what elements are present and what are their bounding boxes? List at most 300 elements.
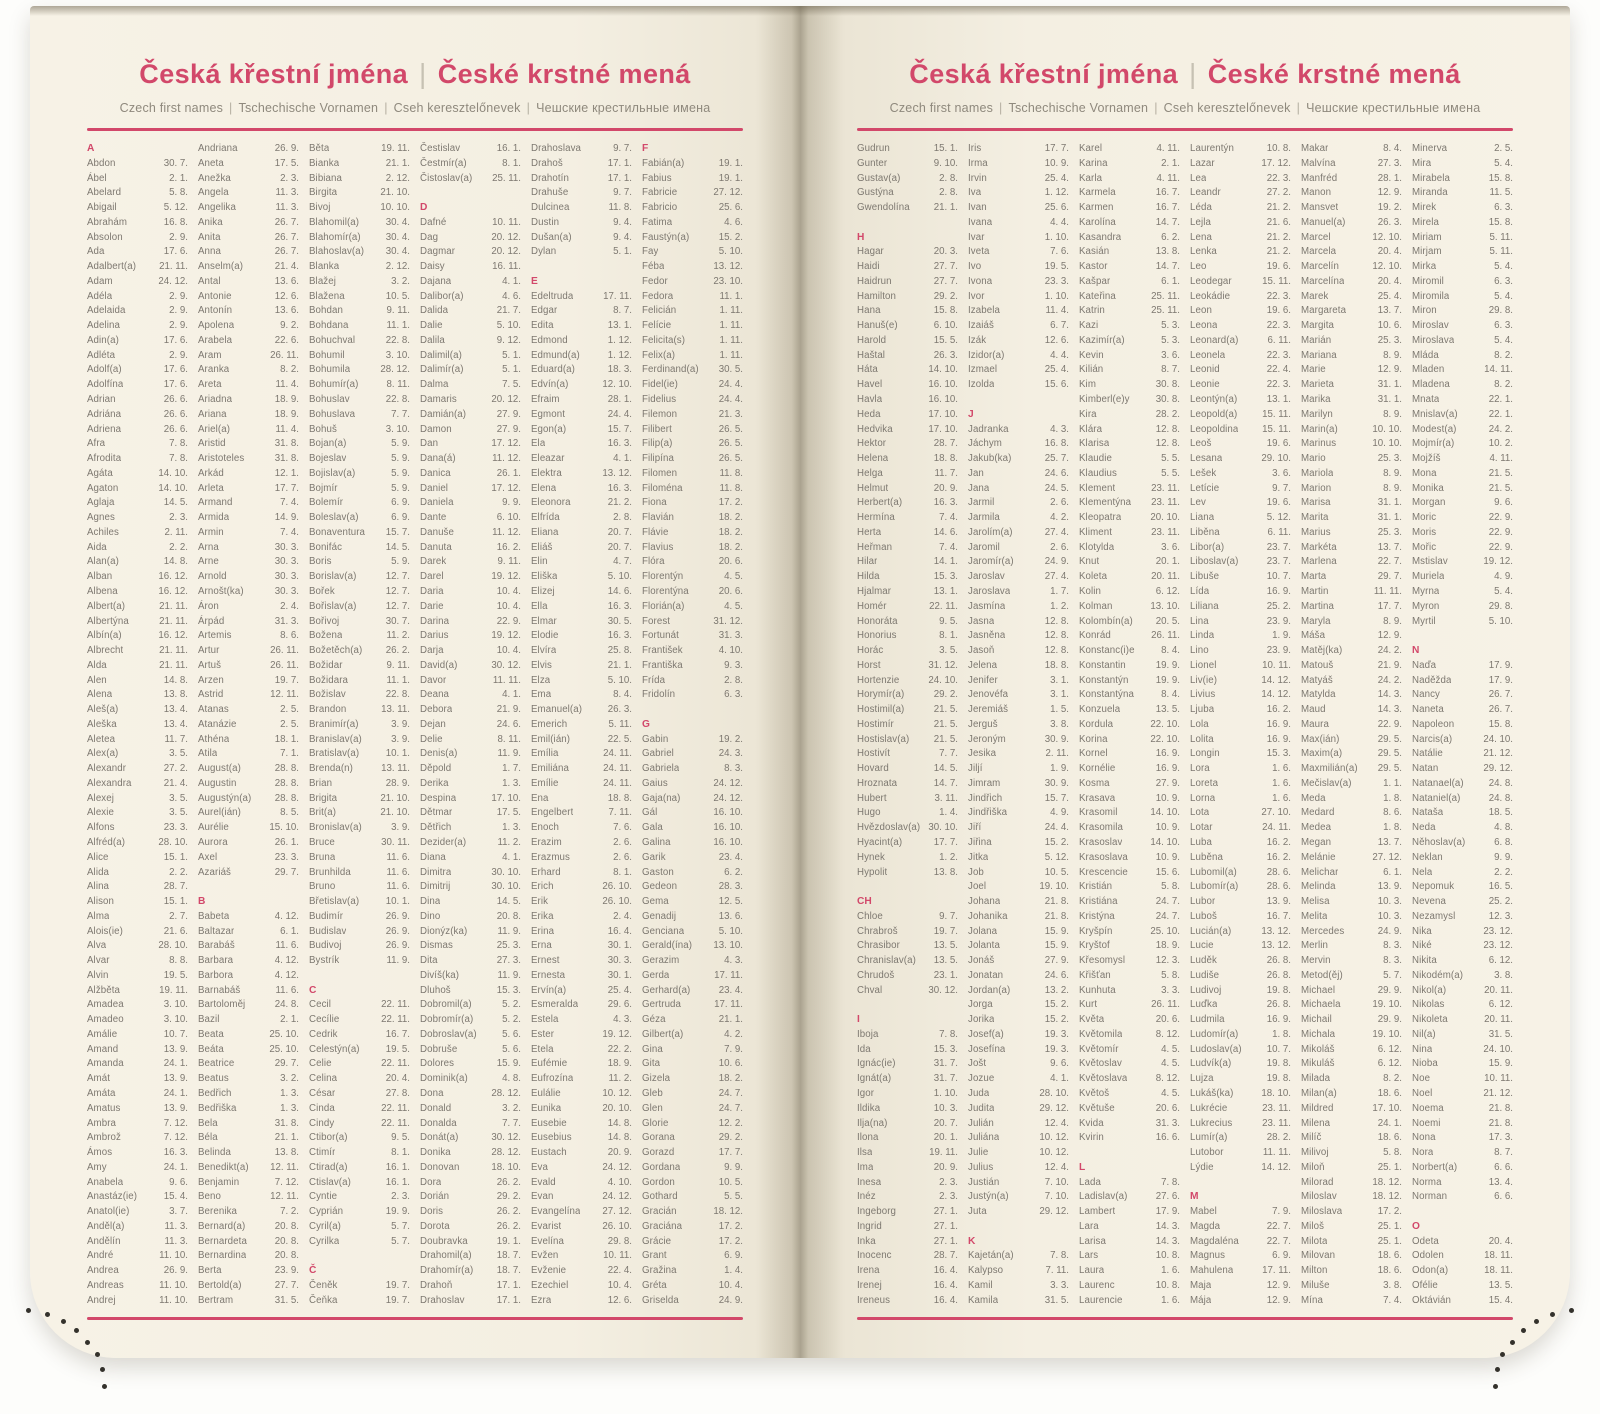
given-name: Daisy xyxy=(420,261,445,273)
given-name: Hedvika xyxy=(857,423,893,435)
name-entry xyxy=(968,1057,1069,1072)
nameday-date: 13. 10. xyxy=(713,940,743,952)
name-column xyxy=(420,142,521,1315)
nameday-date: 16. 10. xyxy=(928,394,958,406)
nameday-date: 27. 9. xyxy=(1155,777,1180,789)
given-name: Artur xyxy=(198,645,220,657)
given-name: Beáta xyxy=(198,1043,224,1055)
nameday-date: 27. 12. xyxy=(602,1206,632,1218)
name-entry xyxy=(1301,1087,1402,1102)
name-entry xyxy=(1079,216,1180,231)
name-column xyxy=(87,142,188,1315)
given-name: Františka xyxy=(642,659,683,671)
nameday-date: 13. 8. xyxy=(163,689,188,701)
nameday-date: 30. 7. xyxy=(385,615,410,627)
nameday-date: 27. 2. xyxy=(1266,187,1291,199)
given-name: Angelika xyxy=(198,202,236,214)
nameday-date: 20. 4. xyxy=(1488,1235,1513,1247)
given-name: Jelena xyxy=(968,659,998,671)
name-entry xyxy=(420,157,521,172)
given-name: Cedrik xyxy=(309,1028,338,1040)
name-entry xyxy=(857,821,958,836)
given-name: Bohumila xyxy=(309,364,351,376)
given-name: Kateřina xyxy=(1079,290,1116,302)
name-entry xyxy=(642,1205,743,1220)
given-name: Elza xyxy=(531,674,551,686)
name-entry xyxy=(420,423,521,438)
name-entry xyxy=(968,216,1069,231)
given-name: Dalibor(a) xyxy=(420,290,464,302)
given-name: Atanázie xyxy=(198,718,237,730)
nameday-date: 13. 8. xyxy=(1155,246,1180,258)
given-name: Juta xyxy=(968,1206,987,1218)
given-name: Dobruše xyxy=(420,1043,458,1055)
given-name: Barnabáš xyxy=(198,984,241,996)
name-entry xyxy=(1301,216,1402,231)
given-name: Arkád xyxy=(198,467,224,479)
nameday-date: 3. 6. xyxy=(1272,467,1291,479)
given-name: Bolemír xyxy=(309,497,344,509)
nameday-date: 6. 6. xyxy=(1494,1191,1513,1203)
page-header xyxy=(800,6,1570,131)
nameday-date: 16. 10. xyxy=(713,836,743,848)
given-name: Doris xyxy=(420,1206,444,1218)
given-name: Adelaida xyxy=(87,305,126,317)
given-name: Lola xyxy=(1190,718,1209,730)
nameday-date: 17. 7. xyxy=(1044,143,1069,154)
nameday-date: 12. 2. xyxy=(718,1117,743,1129)
nameday-date: 22. 7. xyxy=(1266,1220,1291,1232)
name-entry xyxy=(1301,334,1402,349)
name-entry xyxy=(1079,290,1180,305)
name-entry xyxy=(198,245,299,260)
name-entry xyxy=(1301,629,1402,644)
given-name: Ludivoj xyxy=(1190,984,1222,996)
given-name: Dalimil(a) xyxy=(420,349,462,361)
given-name: Leo xyxy=(1190,261,1207,273)
name-entry xyxy=(87,408,188,423)
name-entry xyxy=(857,157,958,172)
nameday-date: 6. 12. xyxy=(1377,1043,1402,1055)
nameday-date: 7. 7. xyxy=(391,408,410,420)
nameday-date: 17. 7. xyxy=(1377,600,1402,612)
name-entry xyxy=(420,1117,521,1132)
name-entry xyxy=(1079,555,1180,570)
name-entry xyxy=(309,777,410,792)
nameday-date: 15. 10. xyxy=(269,822,299,834)
given-name: Lubomil(a) xyxy=(1190,866,1237,878)
given-name: Lesana xyxy=(1190,453,1223,465)
given-name: Háta xyxy=(857,364,878,376)
name-entry xyxy=(968,866,1069,881)
nameday-date: 13. 1. xyxy=(933,585,958,597)
name-entry xyxy=(309,157,410,172)
nameday-date: 13. 11. xyxy=(381,704,410,716)
stitch-dot xyxy=(95,1352,100,1357)
nameday-date: 8. 1. xyxy=(502,157,521,169)
nameday-date: 13. 5. xyxy=(933,940,958,952)
title-separator: | xyxy=(1189,58,1197,89)
name-entry xyxy=(87,733,188,748)
given-name: Alexandra xyxy=(87,777,132,789)
name-entry xyxy=(87,290,188,305)
name-entry xyxy=(968,511,1069,526)
given-name: Juliána xyxy=(968,1132,1000,1144)
nameday-date: 11. 6. xyxy=(386,851,410,863)
name-entry xyxy=(1079,1131,1180,1146)
nameday-date: 14. 5. xyxy=(933,763,958,775)
name-column xyxy=(531,142,632,1315)
nameday-date: 4. 12. xyxy=(274,910,299,922)
nameday-date: 11. 4. xyxy=(275,379,299,391)
name-entry xyxy=(87,467,188,482)
nameday-date: 28. 6. xyxy=(1266,866,1291,878)
given-name: Dita xyxy=(420,955,438,967)
footer-rule xyxy=(87,1317,743,1320)
name-entry xyxy=(857,1235,958,1250)
given-name: Mikoláš xyxy=(1301,1043,1335,1055)
nameday-date: 13. 10. xyxy=(1150,600,1180,612)
nameday-date: 20. 9. xyxy=(933,482,958,494)
nameday-date: 2. 12. xyxy=(385,172,410,184)
name-entry xyxy=(968,1028,1069,1043)
given-name: Marita xyxy=(1301,512,1329,524)
name-entry xyxy=(1412,718,1513,733)
section-letter: CH xyxy=(857,896,872,908)
nameday-date: 18. 8. xyxy=(607,792,632,804)
name-entry xyxy=(1190,703,1291,718)
name-entry xyxy=(198,482,299,497)
name-entry xyxy=(87,349,188,364)
given-name: Bibiana xyxy=(309,172,343,184)
given-name: Birgita xyxy=(309,187,338,199)
name-entry xyxy=(198,1028,299,1043)
name-entry xyxy=(87,954,188,969)
nameday-date: 14. 3. xyxy=(1155,1220,1180,1232)
name-entry xyxy=(1079,880,1180,895)
name-entry xyxy=(1301,1294,1402,1309)
given-name: Emílie xyxy=(531,777,559,789)
given-name: Marián xyxy=(1301,334,1332,346)
name-entry xyxy=(420,851,521,866)
name-entry xyxy=(420,378,521,393)
given-name: Bohuš xyxy=(309,423,337,435)
given-name: Armida xyxy=(198,512,230,524)
given-name: Květoslav xyxy=(1079,1058,1122,1070)
nameday-date: 29. 5. xyxy=(1377,763,1402,775)
name-entry xyxy=(420,290,521,305)
given-name: Hostislav(a) xyxy=(857,733,910,745)
nameday-date: 16. 9. xyxy=(1155,763,1180,775)
given-name: Marcel xyxy=(1301,231,1331,243)
nameday-date: 17. 3. xyxy=(1488,1132,1513,1144)
given-name: Andriana xyxy=(198,143,238,154)
nameday-date: 10. 4. xyxy=(607,1279,632,1291)
nameday-date: 26. 10. xyxy=(602,896,632,908)
given-name: Božetěch(a) xyxy=(309,645,363,657)
given-name: Cyril(a) xyxy=(309,1220,342,1232)
nameday-date: 9. 6. xyxy=(169,1176,188,1188)
name-entry xyxy=(1190,496,1291,511)
given-name: Gréta xyxy=(642,1279,667,1291)
name-entry xyxy=(642,851,743,866)
given-name: Nina xyxy=(1412,1043,1433,1055)
given-name: Bonifác xyxy=(309,541,343,553)
given-name: Gerald(ína) xyxy=(642,940,693,952)
name-entry xyxy=(309,1146,410,1161)
name-entry xyxy=(87,363,188,378)
nameday-date: 5. 11. xyxy=(1489,231,1513,243)
name-entry xyxy=(857,1043,958,1058)
nameday-date: 16. 2. xyxy=(1266,836,1291,848)
nameday-date: 5. 8. xyxy=(1161,881,1180,893)
nameday-date: 13. 8. xyxy=(933,866,958,878)
given-name: Lucie xyxy=(1190,940,1214,952)
name-entry xyxy=(642,954,743,969)
name-entry xyxy=(1412,703,1513,718)
nameday-date: 4. 8. xyxy=(1494,822,1513,834)
given-name: Job xyxy=(968,866,984,878)
given-name: Beata xyxy=(198,1028,224,1040)
nameday-date: 19. 11. xyxy=(159,984,188,996)
given-name: Donovan xyxy=(420,1161,460,1173)
name-entry xyxy=(1412,496,1513,511)
nameday-date: 11. 2. xyxy=(608,1073,632,1085)
nameday-date: 25. 3. xyxy=(1377,334,1402,346)
given-name: Kazi xyxy=(1079,320,1099,332)
section-letter: N xyxy=(1412,645,1420,657)
name-entry xyxy=(309,275,410,290)
given-name: Karel xyxy=(1079,143,1103,154)
name-entry xyxy=(1412,998,1513,1013)
name-entry xyxy=(531,1235,632,1250)
given-name: Ludomír(a) xyxy=(1190,1028,1239,1040)
nameday-date: 2. 11. xyxy=(1045,748,1069,760)
nameday-date: 8. 4. xyxy=(613,689,632,701)
name-entry xyxy=(968,954,1069,969)
nameday-date: 14. 7. xyxy=(1155,261,1180,273)
name-entry xyxy=(1190,423,1291,438)
nameday-date: 12. 3. xyxy=(1155,955,1180,967)
given-name: Inesa xyxy=(857,1176,882,1188)
given-name: Odon(a) xyxy=(1412,1265,1449,1277)
nameday-date: 10. 11. xyxy=(492,216,521,228)
given-name: Kasandra xyxy=(1079,231,1122,243)
name-entry xyxy=(857,969,958,984)
name-entry xyxy=(198,954,299,969)
name-entry xyxy=(857,866,958,881)
given-name: Květa xyxy=(1079,1014,1105,1026)
given-name: Dušan(a) xyxy=(531,231,572,243)
name-entry xyxy=(642,393,743,408)
name-entry xyxy=(420,349,521,364)
nameday-date: 26. 9. xyxy=(385,940,410,952)
given-name: Dalida xyxy=(420,305,449,317)
given-name: Hamilton xyxy=(857,290,897,302)
given-name: Ignát(a) xyxy=(857,1073,892,1085)
name-entry xyxy=(1301,1205,1402,1220)
given-name: Danuta xyxy=(420,541,452,553)
nameday-date: 30. 3. xyxy=(607,955,632,967)
nameday-date: 1. 10. xyxy=(933,1088,958,1099)
name-entry xyxy=(857,275,958,290)
name-entry xyxy=(642,157,743,172)
name-entry xyxy=(1190,600,1291,615)
name-entry xyxy=(1190,939,1291,954)
nameday-date: 4. 3. xyxy=(724,955,743,967)
given-name: Kornélie xyxy=(1079,763,1116,775)
given-name: Dalma xyxy=(420,379,449,391)
nameday-date: 9. 9. xyxy=(502,497,521,509)
name-entry xyxy=(1301,733,1402,748)
given-name: Damián(a) xyxy=(420,408,467,420)
given-name: Kastor xyxy=(1079,261,1108,273)
name-entry xyxy=(1301,437,1402,452)
given-name: Božidar xyxy=(309,659,343,671)
given-name: Afra xyxy=(87,438,106,450)
given-name: Darina xyxy=(420,615,450,627)
given-name: František xyxy=(642,645,683,657)
given-name: Eustach xyxy=(531,1147,567,1159)
nameday-date: 14. 7. xyxy=(933,777,958,789)
given-name: Hilda xyxy=(857,571,880,583)
given-name: Neda xyxy=(1412,822,1436,834)
given-name: Budivoj xyxy=(309,940,342,952)
given-name: Eleonora xyxy=(531,497,571,509)
name-entry xyxy=(968,304,1069,319)
given-name: Gaius xyxy=(642,777,668,789)
nameday-date: 13. 9. xyxy=(163,1073,188,1085)
name-entry xyxy=(420,1220,521,1235)
nameday-date: 13. 4. xyxy=(1488,1176,1513,1188)
given-name: Glorie xyxy=(642,1117,669,1129)
nameday-date: 28. 8. xyxy=(274,763,299,775)
name-entry xyxy=(198,1087,299,1102)
name-entry xyxy=(968,688,1069,703)
nameday-date: 16. 4. xyxy=(933,1294,958,1306)
given-name: Jiří xyxy=(968,822,982,834)
name-entry xyxy=(87,245,188,260)
name-entry xyxy=(87,1190,188,1205)
given-name: Dona xyxy=(420,1088,444,1099)
given-name: Haštal xyxy=(857,349,886,361)
name-entry xyxy=(309,600,410,615)
nameday-date: 26. 7. xyxy=(274,231,299,243)
name-entry xyxy=(87,851,188,866)
nameday-date: 5. 6. xyxy=(502,1028,521,1040)
nameday-date: 5. 3. xyxy=(1161,320,1180,332)
nameday-date: 25. 2. xyxy=(1266,600,1291,612)
given-name: Donalda xyxy=(420,1117,457,1129)
name-entry xyxy=(420,172,521,187)
name-column xyxy=(198,142,299,1315)
name-entry xyxy=(642,467,743,482)
nameday-date: 28. 12. xyxy=(491,1088,521,1099)
name-entry xyxy=(531,1117,632,1132)
nameday-date: 23. 4. xyxy=(718,984,743,996)
name-entry xyxy=(1301,1220,1402,1235)
given-name: Miromila xyxy=(1412,290,1450,302)
given-name: Chrudoš xyxy=(857,969,895,981)
given-name: Inocenc xyxy=(857,1250,892,1262)
given-name: Hovard xyxy=(857,763,889,775)
nameday-date: 5. 9. xyxy=(391,438,410,450)
given-name: Lukrecius xyxy=(1190,1117,1233,1129)
name-entry xyxy=(198,851,299,866)
name-entry xyxy=(1079,851,1180,866)
name-entry xyxy=(1079,378,1180,393)
nameday-date: 1. 2. xyxy=(1050,600,1069,612)
nameday-date: 31. 7. xyxy=(933,1073,958,1085)
name-entry xyxy=(857,762,958,777)
given-name: Hugo xyxy=(857,807,881,819)
nameday-date: 21. 6. xyxy=(1266,216,1291,228)
given-name: Fatima xyxy=(642,216,673,228)
given-name: Hostivít xyxy=(857,748,891,760)
given-name: Leontýn(a) xyxy=(1190,394,1238,406)
nameday-date: 8. 7. xyxy=(1494,1147,1513,1159)
given-name: Jiřina xyxy=(968,836,992,848)
name-entry xyxy=(198,1102,299,1117)
name-entry xyxy=(531,570,632,585)
nameday-date: 22. 8. xyxy=(385,334,410,346)
given-name: Dismas xyxy=(420,940,453,952)
nameday-date: 4. 10. xyxy=(718,645,743,657)
given-name: Martin xyxy=(1301,585,1329,597)
given-name: Kim xyxy=(1079,379,1096,391)
nameday-date: 5. 10. xyxy=(607,571,632,583)
nameday-date: 2. 8. xyxy=(939,172,958,184)
given-name: Felicián xyxy=(642,305,677,317)
nameday-date: 7. 7. xyxy=(939,748,958,760)
given-name: Laura xyxy=(1079,1265,1105,1277)
nameday-date: 1. 8. xyxy=(1383,822,1402,834)
given-name: Fridolín xyxy=(642,689,676,701)
name-entry xyxy=(198,216,299,231)
name-entry xyxy=(1412,541,1513,556)
name-entry xyxy=(420,806,521,821)
nameday-date: 15. 3. xyxy=(933,1043,958,1055)
nameday-date: 15. 8. xyxy=(1488,718,1513,730)
name-entry xyxy=(1412,1279,1513,1294)
nameday-date: 3. 2. xyxy=(502,1102,521,1114)
name-entry xyxy=(198,910,299,925)
nameday-date: 3. 10. xyxy=(385,349,410,361)
name-entry xyxy=(1190,1131,1291,1146)
nameday-date: 15. 3. xyxy=(496,984,521,996)
nameday-date: 14. 3. xyxy=(1377,704,1402,716)
nameday-date: 4. 12. xyxy=(274,969,299,981)
given-name: Izidor(a) xyxy=(968,349,1005,361)
subtitle-separator: | xyxy=(229,101,233,115)
name-entry xyxy=(857,659,958,674)
name-entry xyxy=(1190,792,1291,807)
nameday-date: 9. 9. xyxy=(724,1161,743,1173)
name-entry xyxy=(1301,821,1402,836)
name-entry xyxy=(968,231,1069,246)
nameday-date: 7. 9. xyxy=(724,1043,743,1055)
nameday-date: 14. 8. xyxy=(607,1132,632,1144)
given-name: Naděžda xyxy=(1412,674,1452,686)
nameday-date: 11. 9. xyxy=(386,955,410,967)
name-entry xyxy=(1301,1146,1402,1161)
given-name: Melinda xyxy=(1301,881,1336,893)
nameday-date: 8. 11. xyxy=(386,379,410,391)
nameday-date: 16. 3. xyxy=(607,482,632,494)
nameday-date: 6. 12. xyxy=(1155,585,1180,597)
nameday-date: 24. 10. xyxy=(1483,733,1513,745)
given-name: Katrin xyxy=(1079,305,1105,317)
